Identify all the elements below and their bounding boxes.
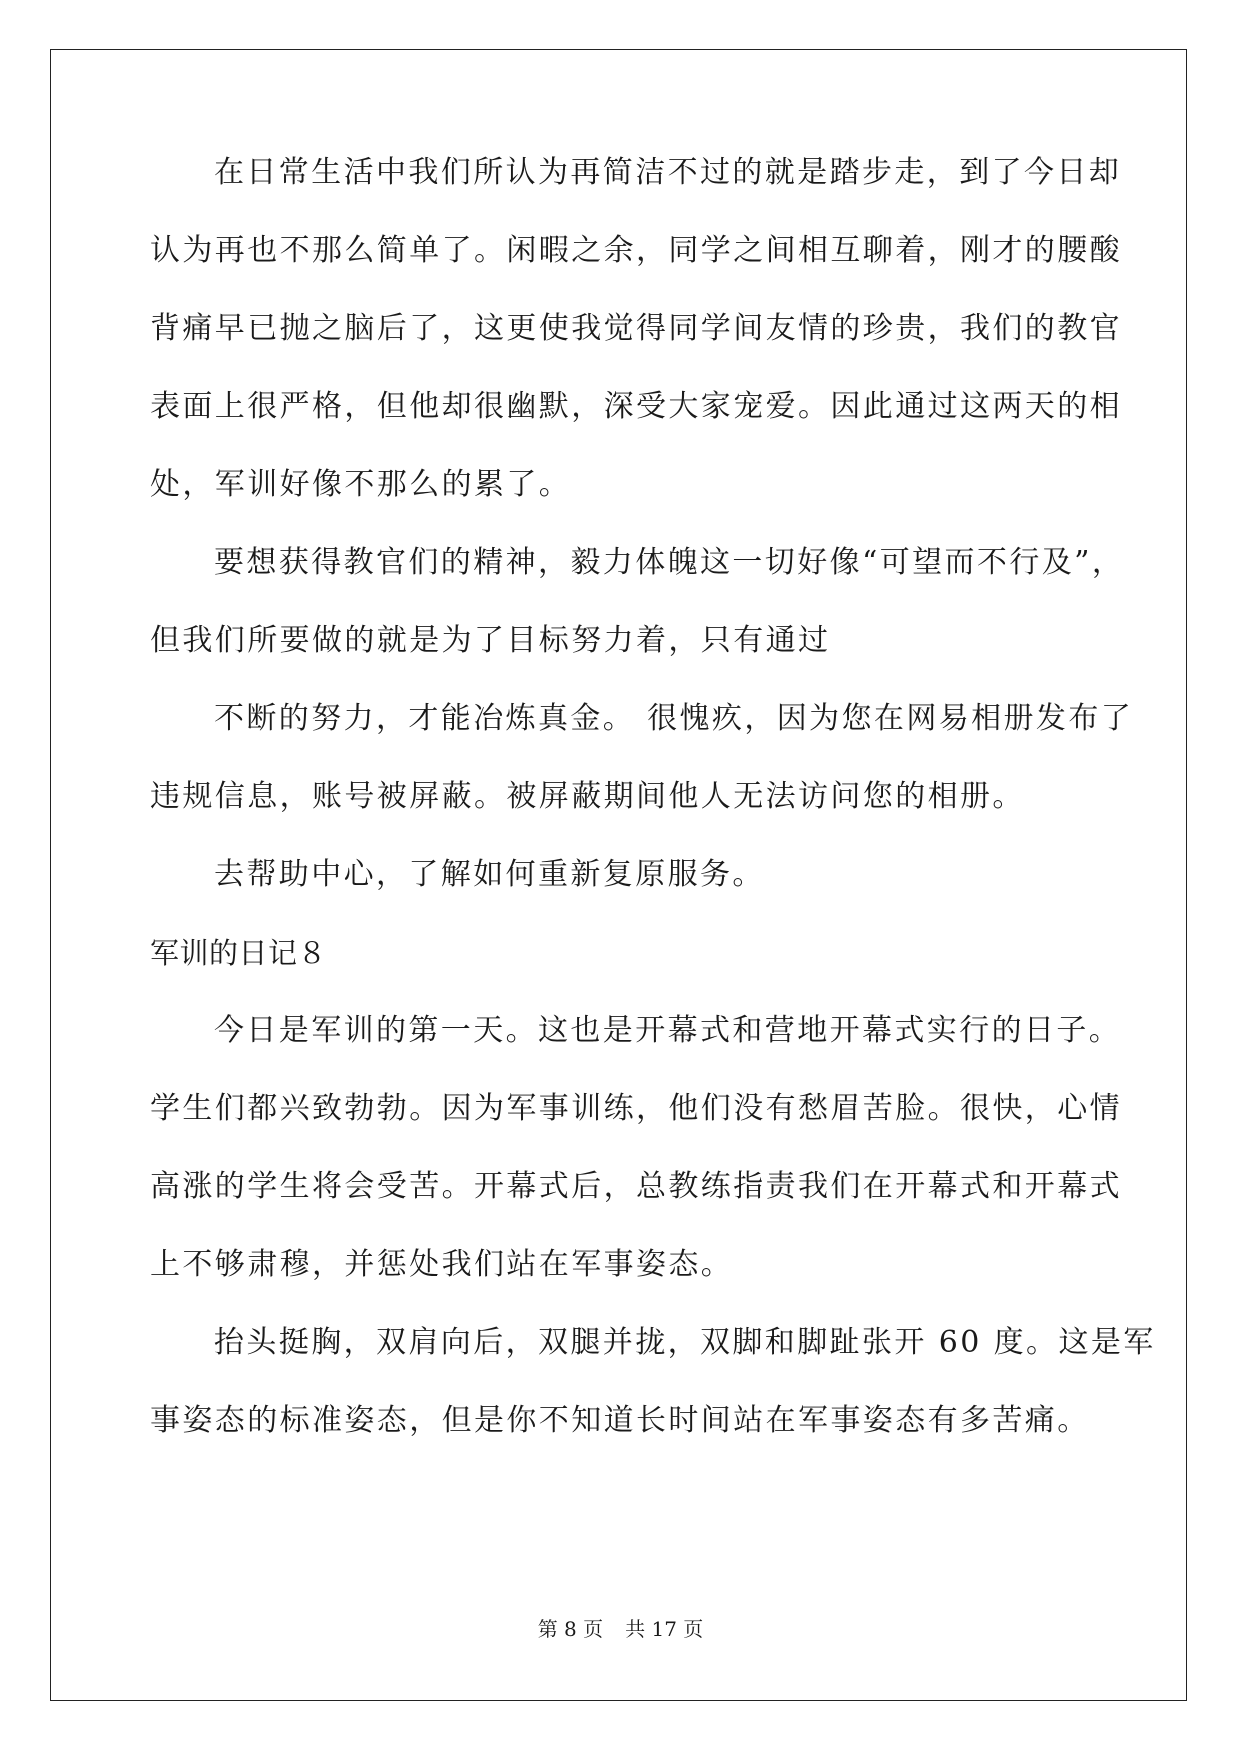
text-line: 认为再也不那么简单了。闲暇之余，同学之间相互聊着，刚才的腰酸: [150, 233, 1122, 268]
text-line: 上不够肃穆，并惩处我们站在军事姿态。: [150, 1247, 734, 1282]
text-line: 背痛早已抛之脑后了，这更使我觉得同学间友情的珍贵，我们的教官: [150, 311, 1122, 346]
text-line: 高涨的学生将会受苦。开幕式后，总教练指责我们在开幕式和开幕式: [150, 1169, 1122, 1204]
text-line: 抬头挺胸，双肩向后，双腿并拢，双脚和脚趾张开 60 度。这是军: [214, 1325, 1156, 1360]
text-line: 学生们都兴致勃勃。因为军事训练，他们没有愁眉苦脸。很快，心情: [150, 1091, 1122, 1126]
section-heading: 军训的日记８: [150, 936, 328, 970]
document-body: [150, 155, 1156, 1481]
text-line: 今日是军训的第一天。这也是开幕式和营地开幕式实行的日子。: [214, 1013, 1122, 1048]
text-line: 但我们所要做的就是为了目标努力着，只有通过: [150, 623, 831, 658]
text-line: 在日常生活中我们所认为再简洁不过的就是踏步走，到了今日却: [214, 155, 1122, 190]
page-footer: [0, 1617, 1241, 1641]
text-line: 处，军训好像不那么的累了。: [150, 467, 572, 502]
text-line: 不断的努力，才能冶炼真金。 很愧疚，因为您在网易相册发布了: [214, 701, 1134, 736]
page-number: 第 8 页: [537, 1617, 604, 1641]
page-total: 共 17 页: [625, 1617, 704, 1641]
text-line: 违规信息，账号被屏蔽。被屏蔽期间他人无法访问您的相册。: [150, 779, 1025, 814]
text-line: 要想获得教官们的精神，毅力体魄这一切好像“可望而不行及”，: [214, 545, 1125, 580]
text-line: 表面上很严格，但他却很幽默，深受大家宠爱。因此通过这两天的相: [150, 389, 1122, 424]
text-line: 去帮助中心，了解如何重新复原服务。: [214, 857, 765, 892]
text-line: 事姿态的标准姿态，但是你不知道长时间站在军事姿态有多苦痛。: [150, 1403, 1090, 1438]
